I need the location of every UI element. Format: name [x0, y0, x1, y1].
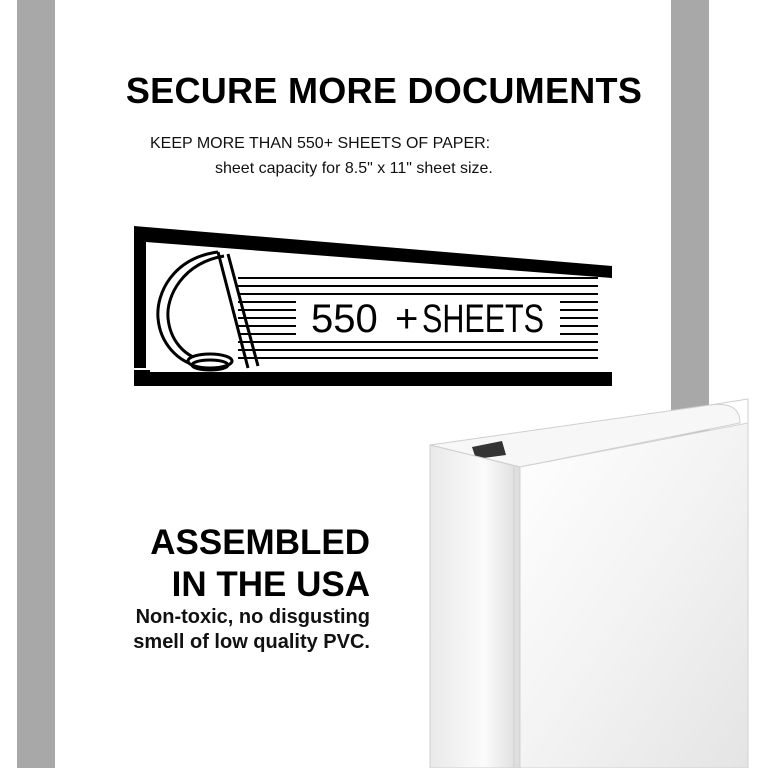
sheets-word: SHEETS	[422, 297, 544, 341]
headline: SECURE MORE DOCUMENTS	[125, 70, 643, 111]
nontoxic-text	[133, 605, 370, 655]
nontoxic-line-2: smell of low quality PVC.	[133, 631, 370, 653]
sheets-plus: +	[395, 297, 419, 341]
d-ring	[158, 252, 258, 370]
binder-capacity-diagram	[128, 218, 618, 393]
subline-sheet-size: sheet capacity for 8.5" x 11" sheet size.	[215, 160, 493, 177]
binder-spine	[430, 445, 520, 768]
subline-capacity: KEEP MORE THAN 550+ SHEETS OF PAPER:	[150, 135, 491, 152]
assembled-heading	[150, 522, 370, 606]
assembled-line-2: IN THE USA	[171, 565, 370, 604]
binder-front-cover	[520, 423, 748, 768]
white-binder-image	[410, 395, 768, 768]
assembled-line-1: ASSEMBLED	[150, 523, 370, 562]
sheets-number: 550	[311, 297, 378, 341]
binder-bottom-cover	[134, 370, 612, 386]
left-gray-bar	[17, 0, 55, 768]
nontoxic-line-1: Non-toxic, no disgusting	[135, 606, 370, 628]
